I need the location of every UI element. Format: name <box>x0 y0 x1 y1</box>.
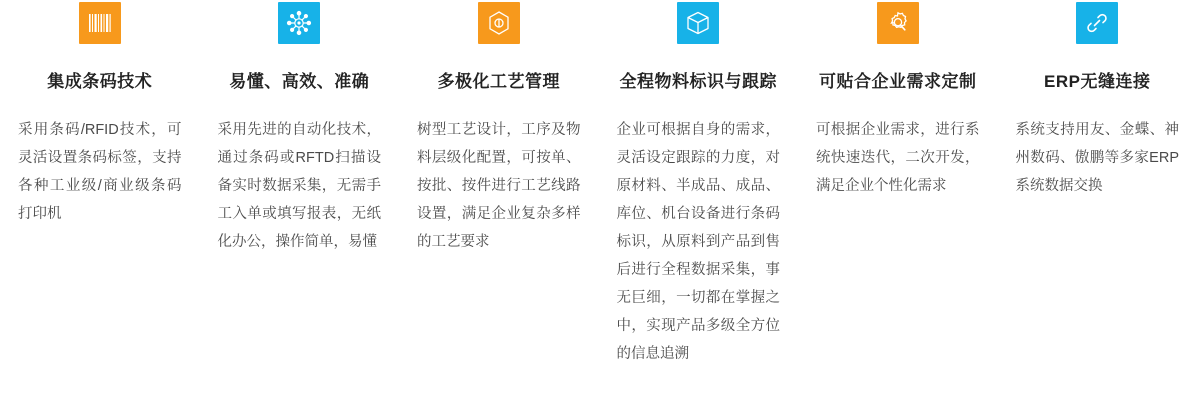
feature-description: 可根据企业需求，进行系统快速迭代，二次开发，满足企业个性化需求 <box>816 122 980 194</box>
feature-item-process-management <box>399 0 599 256</box>
feature-description: 树型工艺设计，工序及物料层级化配置，可按单、按批、按件进行工艺线路设置，满足企业复杂多样的工艺要求 <box>417 122 581 250</box>
feature-item-erp-integration <box>998 0 1197 200</box>
feature-description: 采用条码/RFID技术，可灵活设置条码标签，支持各种工业级/商业级条码打印机 <box>18 122 182 222</box>
feature-description: 企业可根据自身的需求，灵活设定跟踪的力度，对原材料、半成品、成品、库位、机台设备进行条码标识，从原料到产品到售后进行全程数据采集，事无巨细，一切都在掌握之中，实现产品多级全方位的信息追溯 <box>616 122 780 362</box>
feature-item-material-tracking <box>599 0 799 368</box>
feature-item-barcode <box>0 0 200 228</box>
link-chain-icon <box>1076 2 1118 44</box>
feature-title: ERP无缝连接 <box>1044 72 1151 91</box>
feature-item-customization <box>798 0 998 200</box>
feature-title: 多极化工艺管理 <box>437 72 560 91</box>
feature-title: 集成条码技术 <box>47 72 153 91</box>
feature-title: 易懂、高效、准确 <box>229 72 370 91</box>
feature-description: 采用先进的自动化技术，通过条码或RFTD扫描设备实时数据采集，无需手工入单或填写报表，无纸化办公，操作简单，易懂 <box>217 122 381 250</box>
network-nodes-icon <box>278 2 320 44</box>
hexagon-gear-icon <box>478 2 520 44</box>
feature-title: 可贴合企业需求定制 <box>819 72 977 91</box>
package-box-icon <box>677 2 719 44</box>
barcode-icon <box>79 2 121 44</box>
feature-description: 系统支持用友、金蝶、神州数码、傲鹏等多家ERP系统数据交换 <box>1015 122 1179 194</box>
gear-search-icon <box>877 2 919 44</box>
feature-item-efficiency <box>200 0 400 256</box>
feature-title: 全程物料标识与跟踪 <box>619 72 777 91</box>
